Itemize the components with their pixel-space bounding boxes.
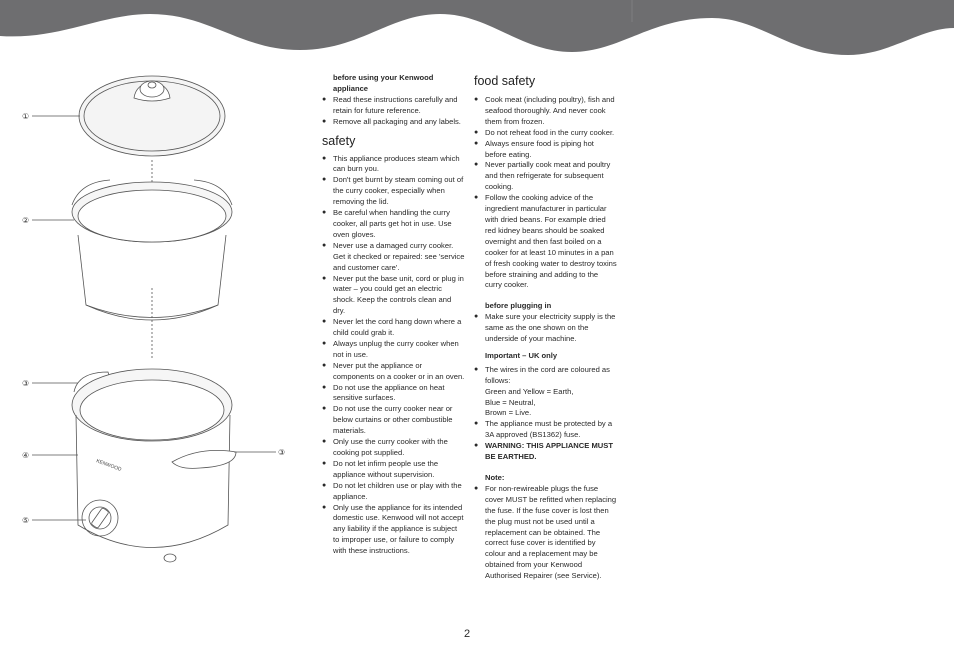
callout-2: ② — [22, 216, 30, 225]
callout-4: ④ — [22, 451, 30, 460]
list-item: ● This appliance produces steam which can burn you. — [322, 154, 465, 176]
list-item: ● Don't get burnt by steam coming out of the curry cooker, especially when removing the lid. — [322, 175, 465, 208]
safety-list — [322, 154, 465, 558]
column-food-safety — [474, 74, 617, 582]
list-item: ● Do not let children use or play with the appliance. — [322, 481, 465, 503]
food-safety-list — [474, 95, 617, 291]
header-wave — [0, 0, 954, 60]
callout-3-handle: ③ — [278, 448, 286, 457]
list-item: ● Never put the base unit, cord or plug in water – you could get an electric shock. Keep the controls clean and dry. — [322, 274, 465, 318]
list-item: ● Never let the cord hang down where a child could grab it. — [322, 317, 465, 339]
list-item: ● Follow the cooking advice of the ingredient manufacturer in particular with dried beans. For example dried red kidney beans should be soaked overnight and then fast boiled on a cooker for at least 10 minutes in a pan of fresh cooking water to destroy toxins before straining and adding to the curry cooker. — [474, 193, 617, 291]
uk-only-heading: Important – UK only — [485, 350, 558, 360]
list-item: ● Make sure your electricity supply is the same as the one shown on the underside of your machine. — [474, 312, 617, 345]
list-item: ● Always unplug the curry cooker when not in use. — [322, 339, 465, 361]
list-item: ● Remove all packaging and any labels. — [322, 117, 465, 128]
list-item: ● Never partially cook meat and poultry and then refrigerate for subsequent cooking. — [474, 160, 617, 193]
brand-mark: KENWOOD — [95, 458, 123, 473]
note-heading: Note: — [485, 473, 505, 482]
callout-3: ③ — [22, 379, 30, 388]
before-using-list — [322, 95, 465, 128]
warning-item: ● WARNING: THIS APPLIANCE MUST BE EARTHED. — [474, 441, 617, 463]
page-number: 2 — [464, 628, 471, 640]
list-item: ● Always ensure food is piping hot before eating. — [474, 139, 617, 161]
list-item: ● Do not reheat food in the curry cooker. — [474, 128, 617, 139]
list-item — [474, 365, 617, 420]
pot-illustration — [72, 180, 232, 320]
list-item: ● Only use the appliance for its intended domestic use. Kenwood will not accept any liability if the appliance is subject to improper use, or failure to comply with these instructions. — [322, 503, 465, 558]
wire-neutral: Blue = Neutral, — [485, 397, 536, 407]
safety-title: safety — [322, 133, 356, 148]
list-item: ● Only use the curry cooker with the cooking pot supplied. — [322, 437, 465, 459]
list-item: ● For non-rewireable plugs the fuse cover MUST be refitted when replacing the fuse. If the fuse cover is lost then the plug must not be used until a replacement can be obtained. The correct fuse cover is identified by colour and a replacement may be obtained from your Kenwood Authorised Repairer (see Service). — [474, 484, 617, 582]
list-item: ● Never put the appliance or components on a cooker or in an oven. — [322, 361, 465, 383]
wire-live: Brown = Live. — [485, 408, 532, 418]
list-item: ● Do not use the curry cooker near or below curtains or other combustible materials. — [322, 404, 465, 437]
list-item: ● The appliance must be protected by a 3A approved (BS1362) fuse. — [474, 419, 617, 441]
before-using-heading: before using your Kenwood appliance — [333, 73, 434, 93]
base-illustration — [72, 369, 236, 562]
list-item: ● Cook meat (including poultry), fish and seafood thoroughly. And never cook them from frozen. — [474, 95, 617, 128]
wire-earth: Green and Yellow = Earth, — [485, 386, 574, 396]
note-list — [474, 484, 617, 582]
before-plugging-list — [474, 312, 617, 345]
uk-list — [474, 365, 617, 463]
callout-1: ① — [22, 112, 30, 121]
callout-5: ⑤ — [22, 516, 30, 525]
before-plugging-heading: before plugging in — [485, 301, 552, 311]
list-item: ● Read these instructions carefully and retain for future reference. — [322, 95, 465, 117]
list-item: ● Never use a damaged curry cooker. Get it checked or repaired: see 'service and customer care'. — [322, 241, 465, 274]
column-safety — [322, 73, 465, 557]
food-safety-title: food safety — [474, 74, 536, 88]
list-item: ● Do not use the appliance on heat sensitive surfaces. — [322, 383, 465, 405]
lid-illustration — [79, 76, 225, 156]
list-item: ● Do not let infirm people use the appliance without supervision. — [322, 459, 465, 481]
product-diagram — [0, 60, 320, 580]
list-item: ● Be careful when handling the curry cooker, all parts get hot in use. Use oven gloves. — [322, 208, 465, 241]
wires-intro: ● The wires in the cord are coloured as follows: — [485, 364, 610, 385]
